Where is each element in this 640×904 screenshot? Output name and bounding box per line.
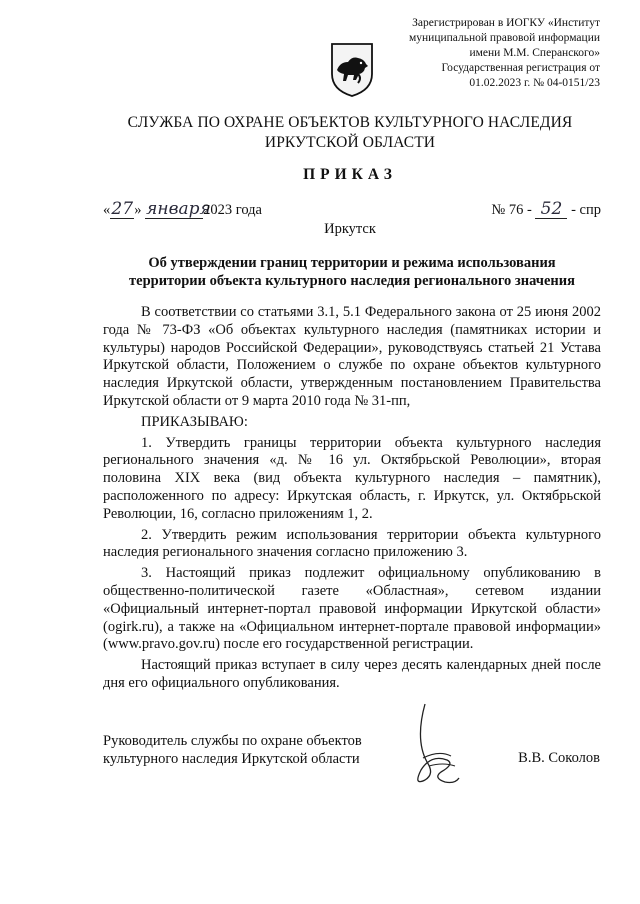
- signatory-name: В.В. Соколов: [518, 750, 600, 766]
- agency-name-line: СЛУЖБА ПО ОХРАНЕ ОБЪЕКТОВ КУЛЬТУРНОГО НАСЛЕДИЯ: [127, 114, 573, 131]
- document-date: [103, 200, 262, 219]
- registration-line: Зарегистрирован в ИОГКУ «Институт: [412, 17, 600, 29]
- effective-paragraph: Настоящий приказ вступает в силу через десять календарных дней после дня его официального опубликования.: [103, 657, 601, 691]
- order-item-2: 2. Утвердить режим использования территории объекта культурного наследия регионального значения согласно приложению 3.: [103, 526, 601, 561]
- date-quote-close: »: [134, 202, 142, 218]
- order-item-1: 1. Утвердить границы территории объекта культурного наследия регионального значения «д. № 16 ул. Октябрьской Революции», вторая половина XIX века (вид объекта культурного наследия – памятник), расположенного по адресу: Иркутская область, г. Иркутск, ул. Октябрьской Революции, 16, согласно приложениям 1, 2.: [103, 434, 601, 522]
- order-verb: ПРИКАЗЫВАЮ:: [141, 413, 248, 430]
- coat-of-arms-emblem: [328, 40, 376, 98]
- signatory-role: [103, 732, 362, 768]
- document-number: [491, 200, 601, 219]
- agency-name: [0, 113, 640, 153]
- date-quote-open: «: [103, 202, 111, 218]
- signatory-role-line: Руководитель службы по охране объектов: [103, 733, 362, 749]
- agency-name-line: ИРКУТСКОЙ ОБЛАСТИ: [264, 134, 436, 151]
- city: Иркутск: [324, 221, 376, 237]
- registration-line: Государственная регистрация от: [441, 62, 600, 74]
- registration-line: 01.02.2023 г. № 04-0151/23: [469, 77, 600, 89]
- title-line: территории объекта культурного наследия регионального значения: [129, 273, 575, 289]
- preamble-paragraph: В соответствии со статьями 3.1, 5.1 Федерального закона от 25 июня 2002 года № 73-ФЗ «Об объектах культурного наследия (памятниках истории и культуры) народов Российской Федерации», руководствуясь статьей 21 Устава Иркутской области, Положением о службе по охране объектов культурного наследия Иркутской области, утвержденным постановлением Правительства Иркутской области от 9 марта 2010 года № 31-пп,: [103, 304, 601, 409]
- title-line: Об утверждении границ территории и режима использования: [148, 255, 556, 271]
- number-suffix: - спр: [571, 202, 601, 218]
- registration-line: имени М.М. Сперанского»: [469, 47, 600, 59]
- date-year: 2023 года: [203, 202, 262, 218]
- order-item-3: 3. Настоящий приказ подлежит официальному опубликованию в общественно-политической газете «Областная», сетевом издании «Официальный интернет-портал правовой информации Иркутской области» (ogirk.ru), а также на «Официальном интернет-портале правовой информации» (www.pravo.gov.ru) после его государственной регистрации.: [103, 565, 601, 653]
- signatory-role-line: культурного наследия Иркутской области: [103, 751, 360, 767]
- registration-line: муниципальной правовой информации: [408, 32, 600, 44]
- date-day-handwritten: 27: [111, 199, 134, 219]
- document-title: [103, 254, 601, 290]
- registration-stamp: [360, 16, 600, 91]
- handwritten-signature: [385, 700, 465, 795]
- date-month-handwritten: января: [146, 199, 211, 219]
- document-body: [103, 304, 601, 696]
- number-prefix: № 76 -: [491, 202, 532, 218]
- number-handwritten: 52: [535, 200, 567, 219]
- document-type: ПРИКАЗ: [303, 166, 397, 183]
